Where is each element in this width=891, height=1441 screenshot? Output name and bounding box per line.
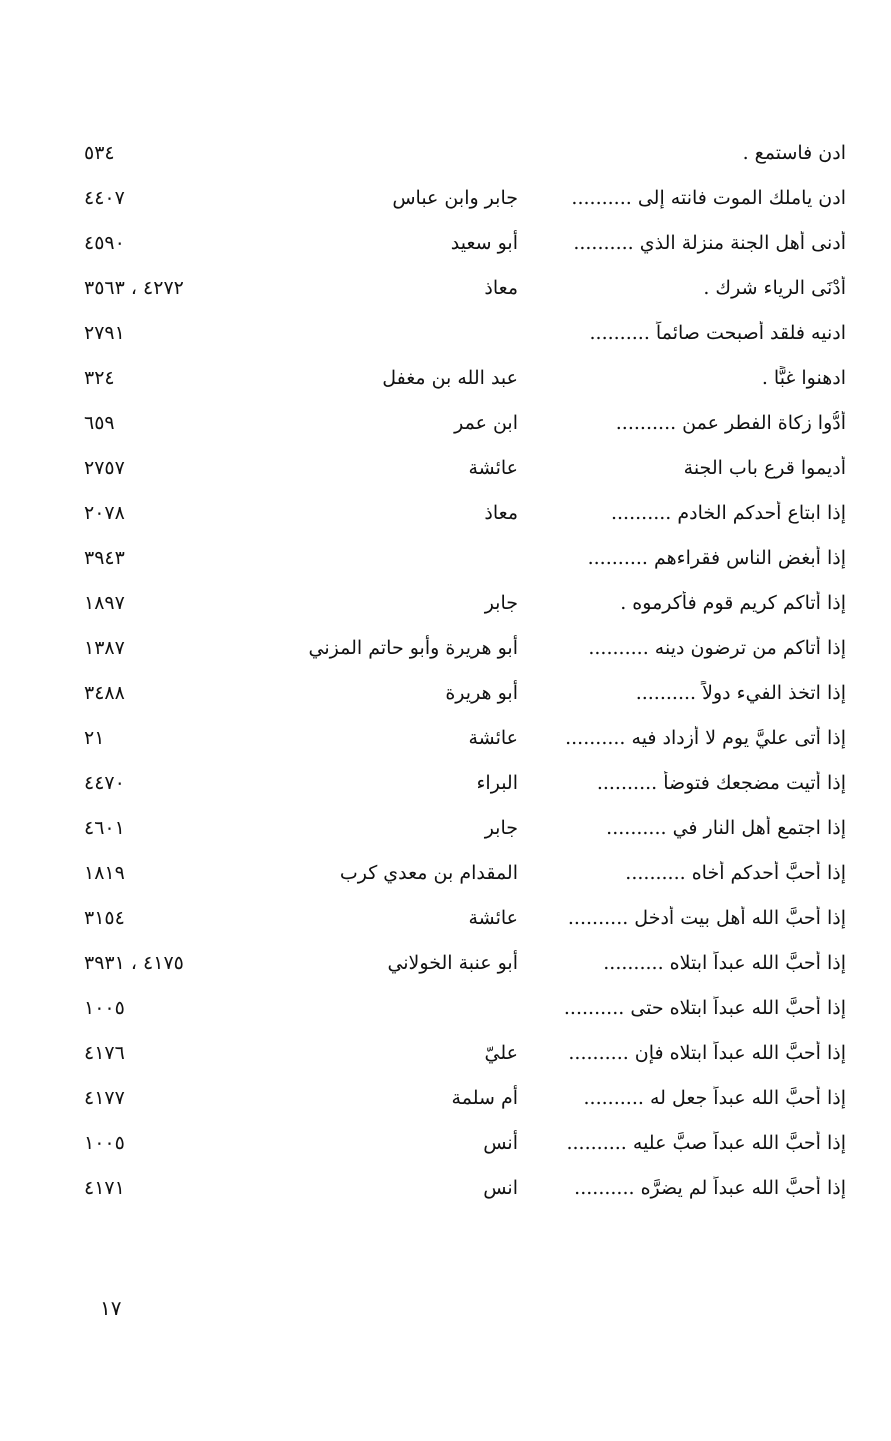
narrator: عليّ (484, 1041, 518, 1064)
reference-numbers: ٥٣٤ (84, 141, 115, 164)
hadith-text: إذا أحبَّ الله عبداً ابتلاه .......... (603, 951, 846, 974)
hadith-text: ادن ياملك الموت فانته إلى .......... (571, 186, 846, 209)
reference-numbers: ٤٤٧٠ (84, 771, 125, 794)
reference-numbers: ٢١ (84, 726, 105, 749)
index-row (80, 760, 846, 805)
narrator: عبد الله بن مغفل (382, 366, 518, 389)
index-row (80, 715, 846, 760)
hadith-text: إذا ابتاع أحدكم الخادم .......... (610, 501, 846, 524)
hadith-text: إذا أحبَّ الله أهل بيت أدخل .......... (567, 906, 846, 929)
narrator: عائشة (468, 906, 518, 929)
hadith-text: إذا أحبَّ الله عبداً صبَّ عليه .......... (566, 1131, 846, 1154)
hadith-text: إذا اجتمع أهل النار في .......... (606, 816, 846, 839)
hadith-text: إذا أحبَّ الله عبداً ابتلاه فإن .......... (568, 1041, 846, 1064)
index-row (80, 355, 846, 400)
index-row (80, 130, 846, 175)
reference-numbers: ١٠٠٥ (84, 1131, 125, 1154)
hadith-text: ادهنوا غبًّا . (761, 366, 846, 389)
narrator: عائشة (468, 726, 518, 749)
index-row (80, 490, 846, 535)
hadith-text: ادن فاستمع . (742, 141, 846, 164)
hadith-text: إذا أحبَّ أحدكم أخاه .......... (625, 861, 846, 884)
narrator: معاذ (484, 276, 518, 299)
narrator: البراء (476, 771, 518, 794)
reference-numbers: ١٠٠٥ (84, 996, 125, 1019)
narrator: جابر (484, 816, 518, 839)
index-row (80, 400, 846, 445)
index-row (80, 310, 846, 355)
reference-numbers: ٤٢٧٢ ، ٣٥٦٣ (84, 276, 184, 299)
narrator: أبو هريرة (445, 681, 518, 704)
reference-numbers: ٤٥٩٠ (84, 231, 125, 254)
reference-numbers: ٤٤٠٧ (84, 186, 125, 209)
hadith-text: أدنى أهل الجنة منزلة الذي .......... (573, 231, 846, 254)
hadith-text: إذا أتى عليَّ يوم لا أزداد فيه .......... (565, 726, 846, 749)
narrator: أبو هريرة وأبو حاتم المزني (308, 636, 518, 659)
reference-numbers: ٢٧٥٧ (84, 456, 125, 479)
reference-numbers: ١٣٨٧ (84, 636, 125, 659)
index-row (80, 220, 846, 265)
reference-numbers: ٣٤٨٨ (84, 681, 125, 704)
hadith-text: أدُّوا زكاة الفطر عمن .......... (615, 411, 846, 434)
reference-numbers: ٤١٧١ (84, 1176, 125, 1199)
index-row (80, 940, 846, 985)
index-row (80, 625, 846, 670)
index-row (80, 1075, 846, 1120)
hadith-text: إذا أتيت مضجعك فتوضأ .......... (596, 771, 846, 794)
index-row (80, 985, 846, 1030)
hadith-text: أديموا قرع باب الجنة (683, 456, 846, 479)
index-row (80, 895, 846, 940)
hadith-text: إذا أحبَّ الله عبداً لم يضرَّه .......... (574, 1176, 846, 1199)
index-row (80, 445, 846, 490)
hadith-text: إذا اتخذ الفيء دولاً .......... (635, 681, 846, 704)
narrator: عائشة (468, 456, 518, 479)
reference-numbers: ١٨٩٧ (84, 591, 125, 614)
narrator: معاذ (484, 501, 518, 524)
hadith-text: إذا أبغض الناس فقراءهم .......... (587, 546, 846, 569)
index-row (80, 535, 846, 580)
narrator: أم سلمة (451, 1086, 518, 1109)
index-row (80, 580, 846, 625)
index-row (80, 175, 846, 220)
index-row (80, 805, 846, 850)
index-row (80, 1120, 846, 1165)
narrator: جابر وابن عباس (392, 186, 518, 209)
hadith-text: إذا أتاكم من ترضون دينه .......... (588, 636, 846, 659)
narrator: أبو سعيد (450, 231, 518, 254)
narrator: انس (483, 1176, 518, 1199)
index-row (80, 265, 846, 310)
hadith-index-list (80, 130, 846, 1210)
reference-numbers: ٤١٧٥ ، ٣٩٣١ (84, 951, 184, 974)
narrator: أنس (483, 1131, 518, 1154)
reference-numbers: ٣٩٤٣ (84, 546, 125, 569)
narrator: المقدام بن معدي كرب (339, 861, 518, 884)
reference-numbers: ٤١٧٦ (84, 1041, 125, 1064)
reference-numbers: ٦٥٩ (84, 411, 115, 434)
hadith-text: أَدْنَى الرياء شرك . (703, 276, 846, 299)
index-row (80, 850, 846, 895)
reference-numbers: ٢٠٧٨ (84, 501, 125, 524)
reference-numbers: ٤٦٠١ (84, 816, 125, 839)
index-row (80, 1030, 846, 1075)
hadith-text: إذا أحبَّ الله عبداً جعل له .......... (583, 1086, 846, 1109)
reference-numbers: ٣١٥٤ (84, 906, 125, 929)
page-number: ١٧ (100, 1296, 122, 1320)
narrator: ابن عمر (454, 411, 518, 434)
narrator: جابر (484, 591, 518, 614)
reference-numbers: ٤١٧٧ (84, 1086, 125, 1109)
narrator: أبو عنبة الخولاني (387, 951, 518, 974)
hadith-text: إذا أتاكم كريم قوم فأكرموه . (620, 591, 846, 614)
hadith-text: إذا أحبَّ الله عبداً ابتلاه حتى .......... (563, 996, 846, 1019)
reference-numbers: ٣٢٤ (84, 366, 115, 389)
index-row (80, 1165, 846, 1210)
reference-numbers: ١٨١٩ (84, 861, 125, 884)
reference-numbers: ٢٧٩١ (84, 321, 125, 344)
hadith-text: ادنيه فلقد أصبحت صائماً .......... (589, 321, 846, 344)
index-row (80, 670, 846, 715)
